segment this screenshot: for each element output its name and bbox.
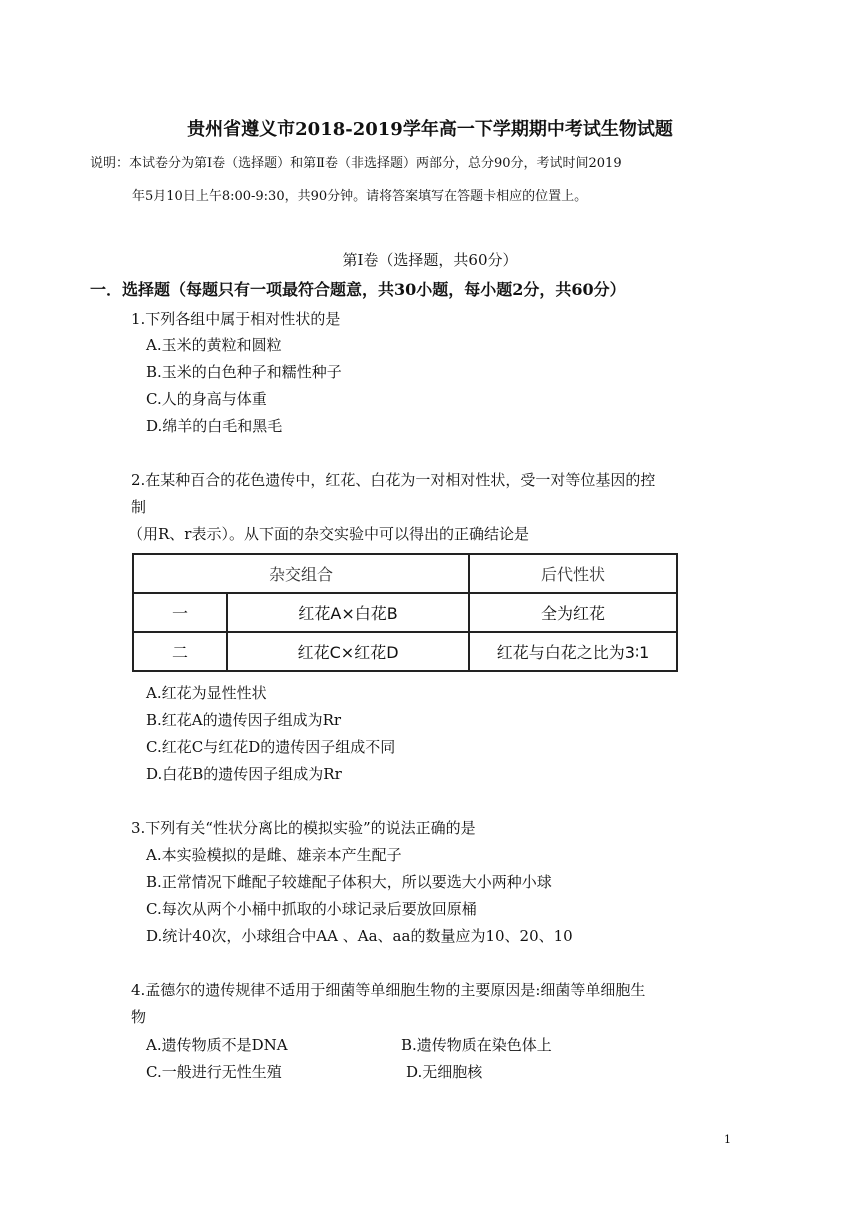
table-row [133, 593, 677, 632]
page-number: 1 [724, 1133, 731, 1146]
row-2-cross: 红花C×红花D [227, 632, 469, 671]
row-2-result: 红花与白花之比为3∶1 [469, 632, 677, 671]
header-cross-combination: 杂交组合 [133, 554, 469, 593]
question-4-option-d: D.无细胞核 [406, 1063, 483, 1081]
question-2-option-b: B.红花A的遗传因子组成为Rr [146, 711, 342, 729]
question-2-option-d: D.白花B的遗传因子组成为Rr [146, 765, 342, 783]
part-heading: 一．选择题（每题只有一项最符合题意，共30小题，每小题2分，共60分） [90, 280, 626, 299]
question-2-stem-line-3: （用R、r表示）。从下面的杂交实验中可以得出的正确结论是 [128, 525, 529, 543]
question-1-option-b: B.玉米的白色种子和糯性种子 [146, 363, 342, 381]
instructions-line-1: 说明：本试卷分为第Ⅰ卷（选择题）和第Ⅱ卷（非选择题）两部分，总分90分，考试时间2019 [90, 156, 622, 171]
question-4-option-c: C.一般进行无性生殖 [146, 1063, 282, 1081]
row-2-id: 二 [133, 632, 227, 671]
question-2-option-a: A.红花为显性性状 [146, 684, 267, 702]
section-title: 第Ⅰ卷（选择题，共60分） [342, 251, 518, 269]
question-1-option-a: A.玉米的黄粒和圆粒 [146, 336, 282, 354]
question-2-stem-line-1: 2.在某种百合的花色遗传中，红花、白花为一对相对性状，受一对等位基因的控 [131, 471, 656, 489]
question-2-option-c: C.红花C与红花D的遗传因子组成不同 [146, 738, 396, 756]
question-3-option-c: C.每次从两个小桶中抓取的小球记录后要放回原桶 [146, 900, 477, 918]
cross-experiment-table [132, 553, 678, 672]
table-row [133, 632, 677, 671]
question-2-stem-line-2: 制 [131, 498, 147, 516]
question-4-option-a: A.遗传物质不是DNA [146, 1036, 288, 1054]
row-1-id: 一 [133, 593, 227, 632]
question-1-option-d: D.绵羊的白毛和黑毛 [146, 417, 283, 435]
instructions-line-2: 年5月10日上午8:00-9:30，共90分钟。请将答案填写在答题卡相应的位置上。 [132, 189, 588, 204]
row-1-cross: 红花A×白花B [227, 593, 469, 632]
question-4-option-b: B.遗传物质在染色体上 [401, 1036, 552, 1054]
table-header-row [133, 554, 677, 593]
document-title: 贵州省遵义市2018-2019学年高一下学期期中考试生物试题 [187, 119, 673, 140]
question-3-option-b: B.正常情况下雌配子较雄配子体积大，所以要选大小两种小球 [146, 873, 552, 891]
question-3-stem: 3.下列有关“性状分离比的模拟实验”的说法正确的是 [131, 819, 476, 837]
row-1-result: 全为红花 [469, 593, 677, 632]
question-4-stem-line-2: 物 [131, 1008, 147, 1026]
question-1-stem: 1.下列各组中属于相对性状的是 [131, 310, 341, 328]
question-1-option-c: C.人的身高与体重 [146, 390, 267, 408]
question-4-stem-line-1: 4.孟德尔的遗传规律不适用于细菌等单细胞生物的主要原因是:细菌等单细胞生 [131, 981, 646, 999]
header-offspring-trait: 后代性状 [469, 554, 677, 593]
question-3-option-a: A.本实验模拟的是雌、雄亲本产生配子 [146, 846, 402, 864]
question-3-option-d: D.统计40次，小球组合中AA 、Aa、aa的数量应为10、20、10 [146, 927, 573, 945]
